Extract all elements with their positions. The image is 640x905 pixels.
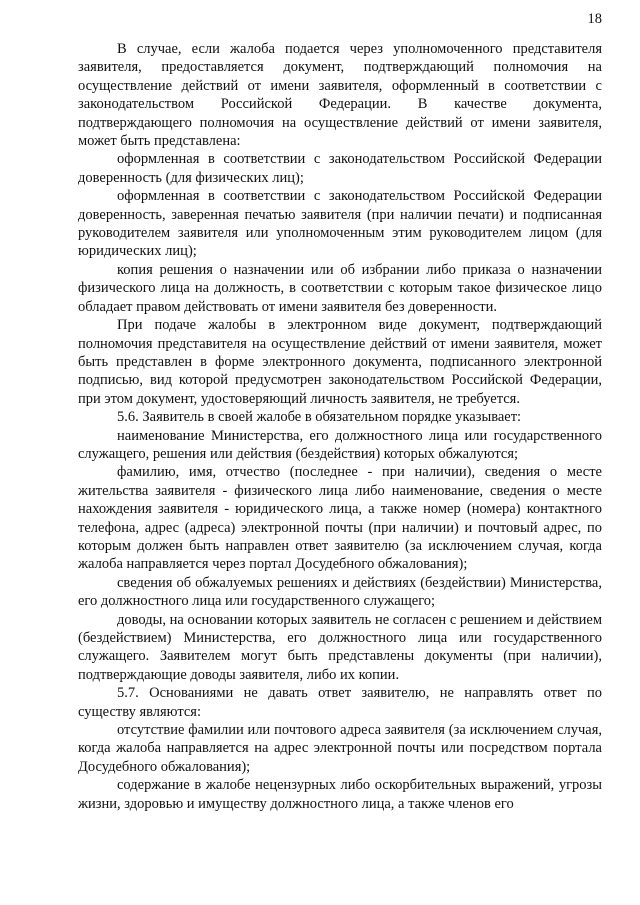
paragraph-legal-entity-power-of-attorney: оформленная в соответствии с законодательством Российской Федерации доверенность, заверенная печатью заявителя (при наличии печати) и подписанная руководителем заявителя или уполномоченным этим руководителем лицом (для юридических лиц); [78, 188, 602, 260]
page-number: 18 [587, 11, 602, 27]
paragraph-electronic-submission: При подаче жалобы в электронном виде документ, подтверждающий полномочия представителя на осуществление действий от имени заявителя, может быть представлен в форме электронного документа, подписанного электронной подписью, вид которой предусмотрен законодательством Российской Федерации, при этом документ, удостоверяющий личность заявителя, не требуется. [78, 317, 602, 407]
paragraph-appealed-decisions: сведения об обжалуемых решениях и действиях (бездействии) Министерства, его должностного лица или государственного служащего; [78, 574, 602, 610]
paragraph-appointment-decision-copy: копия решения о назначении или об избрании либо приказа о назначении физического лица на должность, в соответствии с которым такое физическое лицо обладает правом действовать от имени заявителя без доверенности. [78, 261, 602, 315]
paragraph-obscene-content: содержание в жалобе нецензурных либо оскорбительных выражений, угрозы жизни, здоровью и имуществу должностного лица, а также членов его [78, 777, 602, 812]
paragraph-individual-power-of-attorney: оформленная в соответствии с законодательством Российской Федерации доверенность (для физических лиц); [78, 151, 602, 186]
paragraph-arguments: доводы, на основании которых заявитель не согласен с решением и действием (бездействием) Министерства, его должностного лица или государственного служащего. Заявителем могут быть представлены документы (при наличии), подтверждающие доводы заявителя, либо их копии. [78, 611, 602, 683]
paragraph-section-5-7: 5.7. Основаниями не давать ответ заявителю, не направлять ответ по существу являются: [78, 685, 602, 720]
paragraph-representative-document: В случае, если жалоба подается через уполномоченного представителя заявителя, предоставляется документ, подтверждающий полномочия на осуществление действий от имени заявителя, оформленный в соответствии с законодательством Российской Федерации. В качестве документа, подтверждающего полномочия на осуществление действий от имени заявителя, может быть представлена: [78, 41, 602, 150]
document-body [78, 40, 602, 813]
paragraph-applicant-details: фамилию, имя, отчество (последнее - при наличии), сведения о месте жительства заявителя - физического лица либо наименование, сведения о месте нахождения заявителя - юридического лица, а также номер (номера) контактного телефона, адрес (адреса) электронной почты (при наличии) и почтовый адрес, по которым должен быть направлен ответ заявителю (за исключением случая, когда жалоба направляется через портал Досудебного обжалования); [78, 464, 602, 573]
paragraph-missing-name-or-address: отсутствие фамилии или почтового адреса заявителя (за исключением случая, когда жалоба направляется на адрес электронной почты или посредством портала Досудебного обжалования); [78, 722, 602, 775]
paragraph-section-5-6: 5.6. Заявитель в своей жалобе в обязательном порядке указывает: [117, 409, 522, 426]
paragraph-ministry-name: наименование Министерства, его должностного лица или государственного служащего, решения или действия (бездействия) которых обжалуются; [78, 427, 602, 462]
